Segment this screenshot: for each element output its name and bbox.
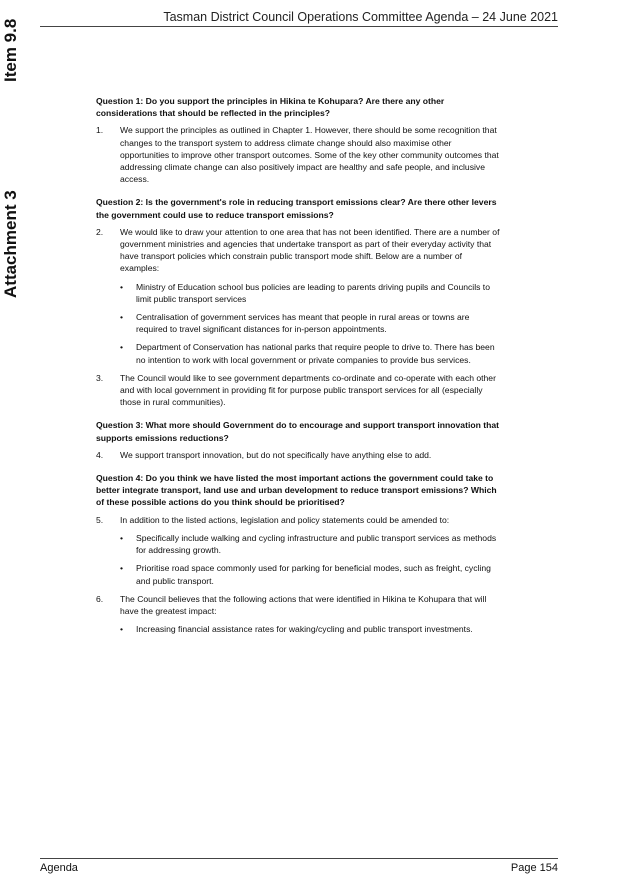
footer-label: Agenda [40, 862, 78, 874]
bullet-icon: • [120, 532, 124, 543]
paragraph-text: We would like to draw your attention to one area that has not been identified. There are a number of government ministries and agencies that undertake transport as part of their everyday activity that have transport policies which constrain public transport mode shift. Below are a number of examples: [120, 226, 500, 274]
paragraph-6 [96, 593, 500, 617]
bullet-text: Prioritise road space commonly used for parking for beneficial modes, such as freight, cycling and public transport. [136, 563, 491, 586]
header-divider [40, 26, 558, 27]
paragraph-4 [96, 449, 500, 461]
paragraph-text: The Council would like to see government departments co-ordinate and co-operate with each other and with local government in providing fit for purpose public transport services for all (especially those in rural communities). [120, 372, 496, 408]
paragraph-number: 6. [96, 593, 104, 604]
bullet-icon: • [120, 312, 124, 323]
item-number-label: Item 9.8 [1, 18, 20, 82]
paragraph-text: We support transport innovation, but do not specifically have anything else to add. [120, 449, 432, 460]
bullet-item [120, 281, 500, 305]
paragraph-text: In addition to the listed actions, legislation and policy statements could be amended to: [120, 514, 450, 525]
footer-divider [40, 858, 558, 859]
paragraph-2 [96, 226, 500, 275]
bullet-item [120, 532, 500, 556]
paragraph-text: We support the principles as outlined in Chapter 1. However, there should be some recognition that changes to the transport system to address climate change should also maximise other opportunities to improve other transport outcomes. Some of the key other community outcomes that addressing climate change can also positively impact are healthy and safe people, and inclusive access. [120, 125, 499, 185]
bullet-text: Increasing financial assistance rates for waking/cycling and public transport investments. [136, 624, 473, 635]
page-number: Page 154 [510, 862, 558, 874]
question-2-heading: Question 2: Is the government's role in reducing transport emissions clear? Are there other levers the government could use to reduce transport emissions? [96, 197, 497, 220]
question-3-heading: Question 3: What more should Government do to encourage and support transport innovation that supports emissions reductions? [96, 420, 499, 443]
bullet-text: Centralisation of government services has meant that people in rural areas or towns are required to travel significant distances for in-person appointments. [136, 312, 470, 335]
bullet-text: Specifically include walking and cycling infrastructure and public transport services as methods for addressing growth. [136, 532, 497, 556]
paragraph-1 [96, 124, 500, 185]
bullet-text: Department of Conservation has national parks that require people to drive to. There has been no intention to work with local government or private companies to provide bus services. [136, 342, 495, 365]
question-4-heading: Question 4: Do you think we have listed the most important actions the government could take to better integrate transport, land use and urban development to reduce transport emissions? Which of these possible actions do you think should be prioritised? [96, 473, 497, 508]
bullet-item [120, 311, 500, 335]
bullet-icon: • [120, 624, 124, 635]
bullet-icon: • [120, 281, 124, 292]
paragraph-3 [96, 372, 500, 409]
question-1-heading: Question 1: Do you support the principles in Hikina te Kohupara? Are there any other considerations that should be reflected in the principles? [96, 96, 445, 119]
attachment-label: Attachment 3 [1, 190, 20, 298]
paragraph-5 [96, 514, 500, 526]
document-body [96, 95, 500, 641]
bullet-item [120, 341, 500, 365]
bullet-icon: • [120, 563, 124, 574]
paragraph-number: 5. [96, 514, 104, 525]
paragraph-number: 2. [96, 226, 104, 237]
bullet-icon: • [120, 342, 124, 353]
bullet-item [120, 562, 500, 586]
bullet-item [120, 623, 500, 635]
page-header-title: Tasman District Council Operations Committee Agenda – 24 June 2021 [163, 10, 558, 24]
paragraph-text: The Council believes that the following actions that were identified in Hikina te Kohupara that will have the greatest impact: [120, 593, 487, 616]
bullet-text: Ministry of Education school bus policies are leading to parents driving pupils and Councils to limit public transport services [136, 281, 490, 304]
paragraph-number: 4. [96, 449, 104, 460]
paragraph-number: 1. [96, 125, 104, 136]
paragraph-number: 3. [96, 372, 104, 383]
